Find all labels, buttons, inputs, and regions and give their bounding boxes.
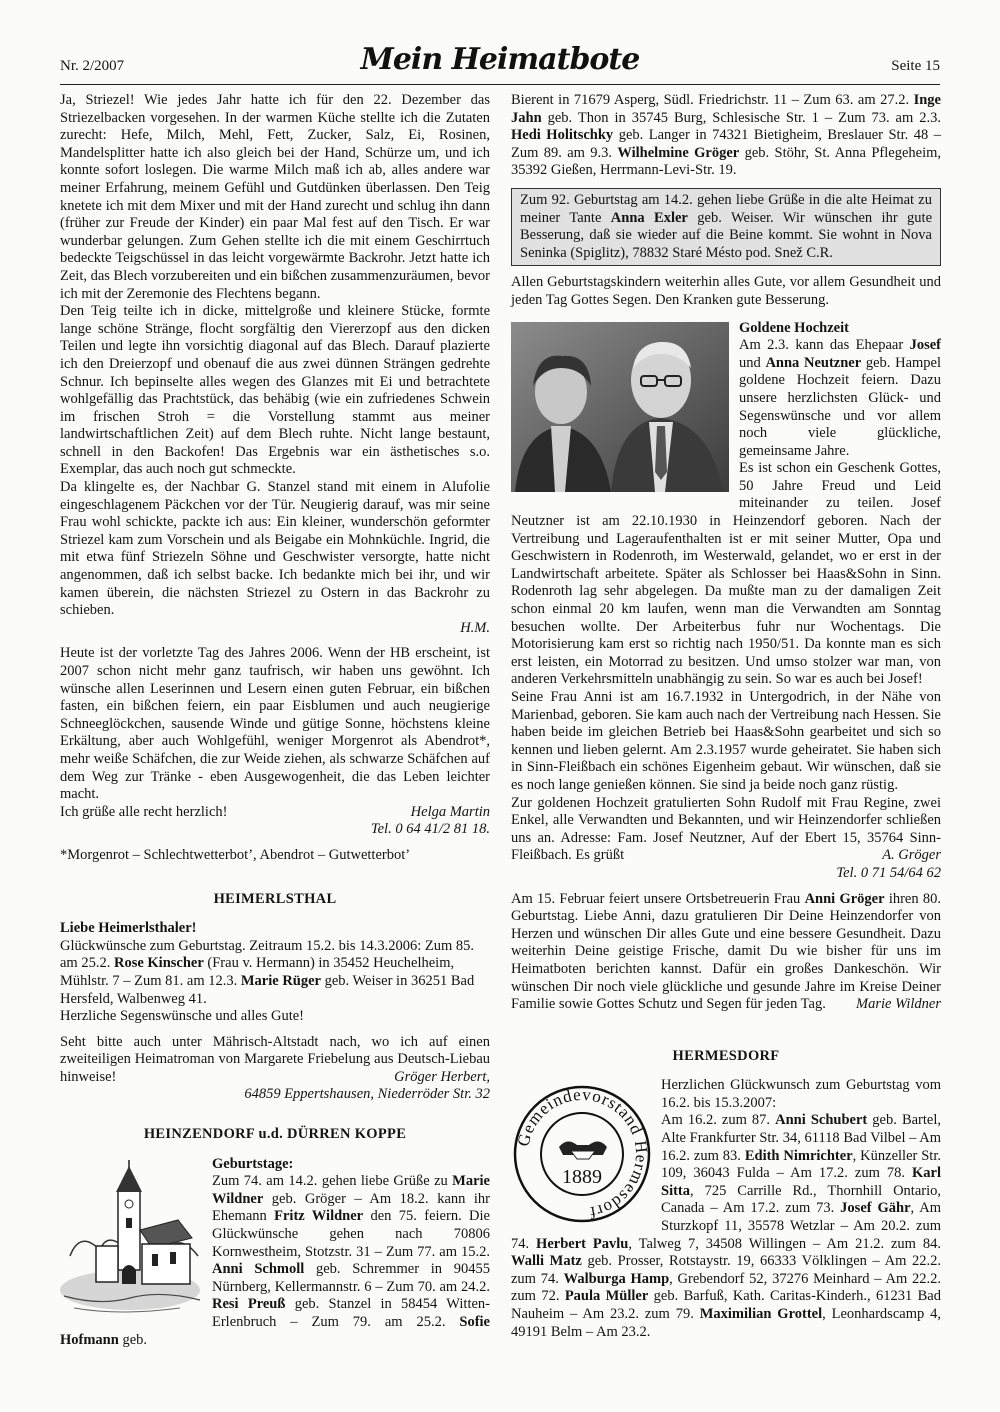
heading-hermesdorf: HERMESDORF xyxy=(672,1047,780,1064)
anni-groeger-signature: Marie Wildner xyxy=(856,996,941,1013)
striezel-signature: H.M. xyxy=(460,619,490,636)
greeting-row xyxy=(60,804,490,822)
golden-wedding-anni: Seine Frau Anni ist am 16.7.1932 in Untergodrich, in der Nähe von Marienbad, geboren. Sie kam auch nach der Vertreibung nach Hessen. Sie haben beide im gleichen Betrieb bei Haas&Sohn gearbeitet und sich so kennen und lieben gelernt. Am 2.3.1957 wurde geheiratet. Sie haben sich in Sinn-Fleißbach ein schönes Eigenheim gebaut. Wir wünschen, daß sie es noch lange genießen können. Sie sind ja beide noch ganz rüstig. xyxy=(511,689,941,793)
heinzendorf-subhead: Geburtstage: xyxy=(212,1155,294,1172)
anna-exler-box: Zum 92. Geburtstag am 14.2. gehen liebe Grüße in die alte Heimat zu meiner Tante Anna Exler geb. Weiser. Wir wünschen ihr gute Besserung, daß sie wieder auf die Beine kommt. Sie wohnt in Nova Seninka (Spiglitz), 78832 Staré Mésto pod. Snež C.R. xyxy=(511,188,941,266)
hermesdorf-intro: Herzlichen Glückwunsch zum Geburtstag vom 16.2. bis 15.3.2007: xyxy=(661,1077,941,1111)
right-column xyxy=(511,92,941,1341)
church-illustration xyxy=(60,1160,206,1320)
closing-wishes: Allen Geburtstagskindern weiterhin alles Gute, vor allem Gesundheit und jeden Tag Gottes Segen. Den Kranken gute Besserung. xyxy=(511,274,941,308)
golden-wedding-heading: Goldene Hochzeit xyxy=(739,319,849,336)
heinzendorf-birthdays: Zum 74. am 14.2. gehen liebe Grüße zu Marie Wildner geb. Gröger – Am 18.2. kann ihr Ehemann Fritz Wildner den 75. feiern. Die Glückwünsche gehen nach 70806 Kornwestheim, Stotzstr. 31 – Zum 77. am 15.2. Anni Schmoll geb. Schremmer in 90455 Nürnberg, Kellermannstr. 6 – Zum 70. am 24.2. Resi Preuß geb. Stanzel in 58454 Witten-Erlenbruch – Zum 79. am 25.2. Sofie Hofmann geb. xyxy=(60,1173,490,1348)
striezel-paragraph-2: Den Teig teilte ich in dicke, mittelgroße und kleinere Stücke, formte lange schöne Stränge, flocht sorgfältig den Viererzopf aus den dicken Teilen und legte ihn vorsichtig diagonal auf das Blech. Darauf plazierte ich den Dreierzopf und obenauf die aus zwei dünnen Strängen gedrehte Schnur. Ich bepinselte alles wegen des Glanzes mit Ei und betrachtete wohlgefällig das Prachtstück, das behäbig (wie ein zufriedenes Schwein im frischen Stroh = die Vorstellung stammt aus meiner landwirtschaftlichen Zeit) auf dem Blech ruhte. Nicht lange bestaunt, schnell in den Backofen! Das Ergebnis war ein ästhetisches s.o. Exemplar, das auch noch gut schmeckte. xyxy=(60,303,490,478)
issue-number: Nr. 2/2007 xyxy=(60,58,125,74)
gemeindevorstand-seal xyxy=(511,1085,653,1223)
heinzendorf-birthdays-continued: Bierent in 71679 Asperg, Südl. Friedrichstr. 11 – Zum 63. am 27.2. Inge Jahn geb. Thon in 35745 Burg, Schlesische Str. 1 – Zum 73. am 2.3. Hedi Holitschky geb. Langer in 74321 Bietigheim, Breslauer Str. 48 – Zum 89. am 9.3. Wilhelmine Gröger geb. Stöhr, St. Anna Pflegeheim, 35392 Gießen, Herrmann-Levi-Str. 19. xyxy=(511,92,941,179)
heimerlsthal-blessing: Herzliche Segenswünsche und alles Gute! xyxy=(60,1008,305,1025)
masthead-logo: Mein Heimatbote xyxy=(360,42,640,77)
page-number: Seite 15 xyxy=(891,58,940,74)
golden-wedding-signature: A. Gröger xyxy=(882,847,941,864)
heimerlsthal-birthdays: Glückwünsche zum Geburtstag. Zeitraum 15.2. bis 14.3.2006: Zum 85. am 25.2. Rose Kinscher (Frau v. Hermann) in 35452 Heuchelheim, Mühlstr. 7 – Zum 81. am 12.3. Marie Rüger geb. Weiser in 36251 Bad Hersfeld, Walbenweg 41. xyxy=(60,937,475,1007)
heading-heimerlsthal: HEIMERLSTHAL xyxy=(213,890,337,907)
heimerlsthal-note: Seht bitte auch unter Mährisch-Altstadt nach, wo ich auf einen zweiteiligen Heimatroman von Margarete Friebelung aus Deutsch-Liebau hinweise! xyxy=(60,1033,490,1085)
new-year-paragraph: Heute ist der vorletzte Tag des Jahres 2006. Wenn der HB erscheint, ist 2007 schon nicht mehr ganz taufrisch, wir haben uns gewöhnt. Ich wünsche allen Leserinnen und Lesern einen guten Februar, ein bißchen fasten, ein bißchen feiern, ein paar Eisblumen und auch neugierige Schneeglöckchen, sausende Winde und gütige Sonne, höchstens kleine Erkältung, aber auch Wohlgefühl, weniger Morgenrot als Abendrot*, mehr weiße Schäfchen, die zur Weide ziehen, als schwarze Schäfchen auf dem Weg zur Tränke - eben Ausgewogenheit, die das Leben leichter macht. xyxy=(60,645,490,803)
heading-heinzendorf: HEINZENDORF u.d. DÜRREN KOPPE xyxy=(143,1126,407,1143)
heimerlsthal-greeting: Liebe Heimerlsthaler! xyxy=(60,920,197,937)
footnote: *Morgenrot – Schlechtwetterbot’, Abendrot – Gutwetterbot’ xyxy=(60,846,411,863)
anni-groeger-birthday: Am 15. Februar feiert unsere Ortsbetreuerin Frau Anni Gröger ihren 80. Geburtstag. Liebe Anni, dazu gratulieren Dir Deine Heinzendorfer von Herzen und wünschen Dir alles Gute und eine bessere Gesundheit. Dazu weiterhin Deine geistige Frische, damit Du wie bisher für uns im Heimatboten berichten kannst. Dafür ein großes Dankeschön. Wir wünschen Dir noch viele glückliche und gesunde Jahre im Kreise Deiner Familie sowie Gottes Schutz und Segen für jeden Tag. xyxy=(511,890,942,1013)
greeting-text: Ich grüße alle recht herzlich! xyxy=(60,803,228,820)
striezel-paragraph-3: Da klingelte es, der Nachbar G. Stanzel stand mit einem in Alufolie eingeschlagenem Päckchen vor der Tür. Neugierig darauf, was mir seine Frau wohl schickte, packte ich aus: Ein kleiner, wunderschön geformter Striezel kam zum Vorschein und als Beigabe ein Mohnküchle. Ingrid, die mit etwa fünf Striezeln Söhne und Geschwister versorgte, hatte nicht angenommen, daß ich selbst backe. Ich bedankte mich bei ihr, und wir kamen überein, die nächsten Striezel zu Ostern in das Backrohr zu schieben. xyxy=(60,479,490,619)
golden-wedding-intro: Am 2.3. kann das Ehepaar Josef und Anna Neutzner geb. Hampel goldene Hochzeit feiern. Dazu unsere herzlichsten Glück- und Segenswünsche und vor allem noch viele glückliche, gemeinsame Jahre. xyxy=(739,337,941,459)
couple-photo xyxy=(511,322,729,492)
golden-wedding-phone: Tel. 0 71 54/64 62 xyxy=(836,864,941,881)
left-column xyxy=(60,92,490,1349)
golden-wedding-congrats: Zur goldenen Hochzeit gratulierten Sohn Rudolf mit Frau Regine, zwei Enkel, alle Verwandten und Bekannten, und wir Heinzendorfer schließen uns an. Adresse: Fam. Josef Neutzner, Auf der Ebert 15, 35764 Sinn-Fleißbach. Es grüßt xyxy=(511,794,941,864)
hermesdorf-birthdays: Am 16.2. zum 87. Anni Schubert geb. Bartel, Alte Frankfurter Str. 34, 61118 Bad Vilbel – Am 16.2. zum 83. Edith Nimrichter, Künzeller Str. 109, 36043 Fulda – Am 17.2. zum 78. Karl Sitta, 725 Carrille Rd., Thornhill Ontario, Canada – Am 17.2. zum 73. Josef Gähr, Am Sturzkopf 11, 35578 Wetzlar – Am 20.2. zum 74. Herbert Pavlu, Talweg 7, 34508 Willingen – Am 21.2. zum 84. Walli Matz geb. Prosser, Rotstaystr. 19, 66333 Völklingen – Am 22.2. zum 74. Walburga Hamp, Grebendorf 52, 37276 Meinhard – Am 22.2. zum 72. Paula Müller geb. Barfuß, Kath. Caritas-Kinderh., 61231 Bad Nauheim – Am 23.2. zum 79. Maximilian Grottel, Leonhardscamp 4, 49191 Belm – Am 23.2. xyxy=(511,1112,942,1340)
golden-wedding-josef: Es ist schon ein Geschenk Gottes, 50 Jahre Freud und Leid miteinander zu teilen. Josef Neutzner ist am 22.10.1930 in Heinzendorf geboren. Nach der Vertreibung und Lageraufenthalten ist er mit seiner Mutter, Opa und Geschwistern in Rodenroth, im Westerwald, gelandet, wo er erst in der Landwirtschaft arbeitete. Später als Schlosser bei Haas&Sohn in Sinn. Rodenroth lag sehr abgelegen. Da mußte man zu der damaligen Zeit schon einmal 20 km laufen, wenn man die Verwandten am Sonntag besuchen wollte. Der Arbeiterbus fuhr nur Wochentags. Die Motorisierung kam erst so richtig nach 1950/51. Da konnte man es sich erst leisten, ein Motorrad zu besitzen. Und umso stolzer war man, von anderen Verkehrsmitteln unabhängig zu sein. So war es auch bei Josef! xyxy=(511,460,941,688)
author-phone: Tel. 0 64 41/2 81 18. xyxy=(370,821,490,838)
author-signature: Helga Martin xyxy=(410,803,490,820)
heimerlsthal-address: 64859 Eppertshausen, Niederröder Str. 32 xyxy=(244,1086,490,1103)
striezel-paragraph-1: Ja, Striezel! Wie jedes Jahr hatte ich für den 22. Dezember das Striezelbacken vorgesehen. In der warmen Küche stellte ich die Zutaten zurecht: Hefe, Milch, Mehl, Fett, Zucker, Salz, Ei, Rosinen, Mandelsplitter hatte ich also gleich bei der Hand, Schürze um, und ich konnte sofort loslegen. Die warme Milch maß ich ab, alles andere war meiner Erfahrung, meinem Gefühl und Gutdünken überlassen. Den Teig knetete ich mit dem Mixer und mit der Hand zurecht und schlug ihn dann (früher zur Freude der Kinder) ein paar Mal fest auf den Tisch. Er war wunderbar gelungen. Zum Gehen stellte ich die mit einem Geschirrtuch bedeckte Teigschüssel in das leicht vorgewärmte Backrohr. Jetzt hatte ich Zeit, das Blech vorzubereiten und ein bißchen zusammenzuräumen, bevor ich mit der Zeremonie des Flechtens begann. xyxy=(60,92,491,302)
page-header xyxy=(60,40,940,85)
heimerlsthal-signature: Gröger Herbert, xyxy=(394,1068,490,1085)
seal-year: 1889 xyxy=(562,1166,602,1189)
svg-text:Gemeindevorstand Hermesdorf: Gemeindevorstand Hermesdorf xyxy=(513,1085,652,1223)
